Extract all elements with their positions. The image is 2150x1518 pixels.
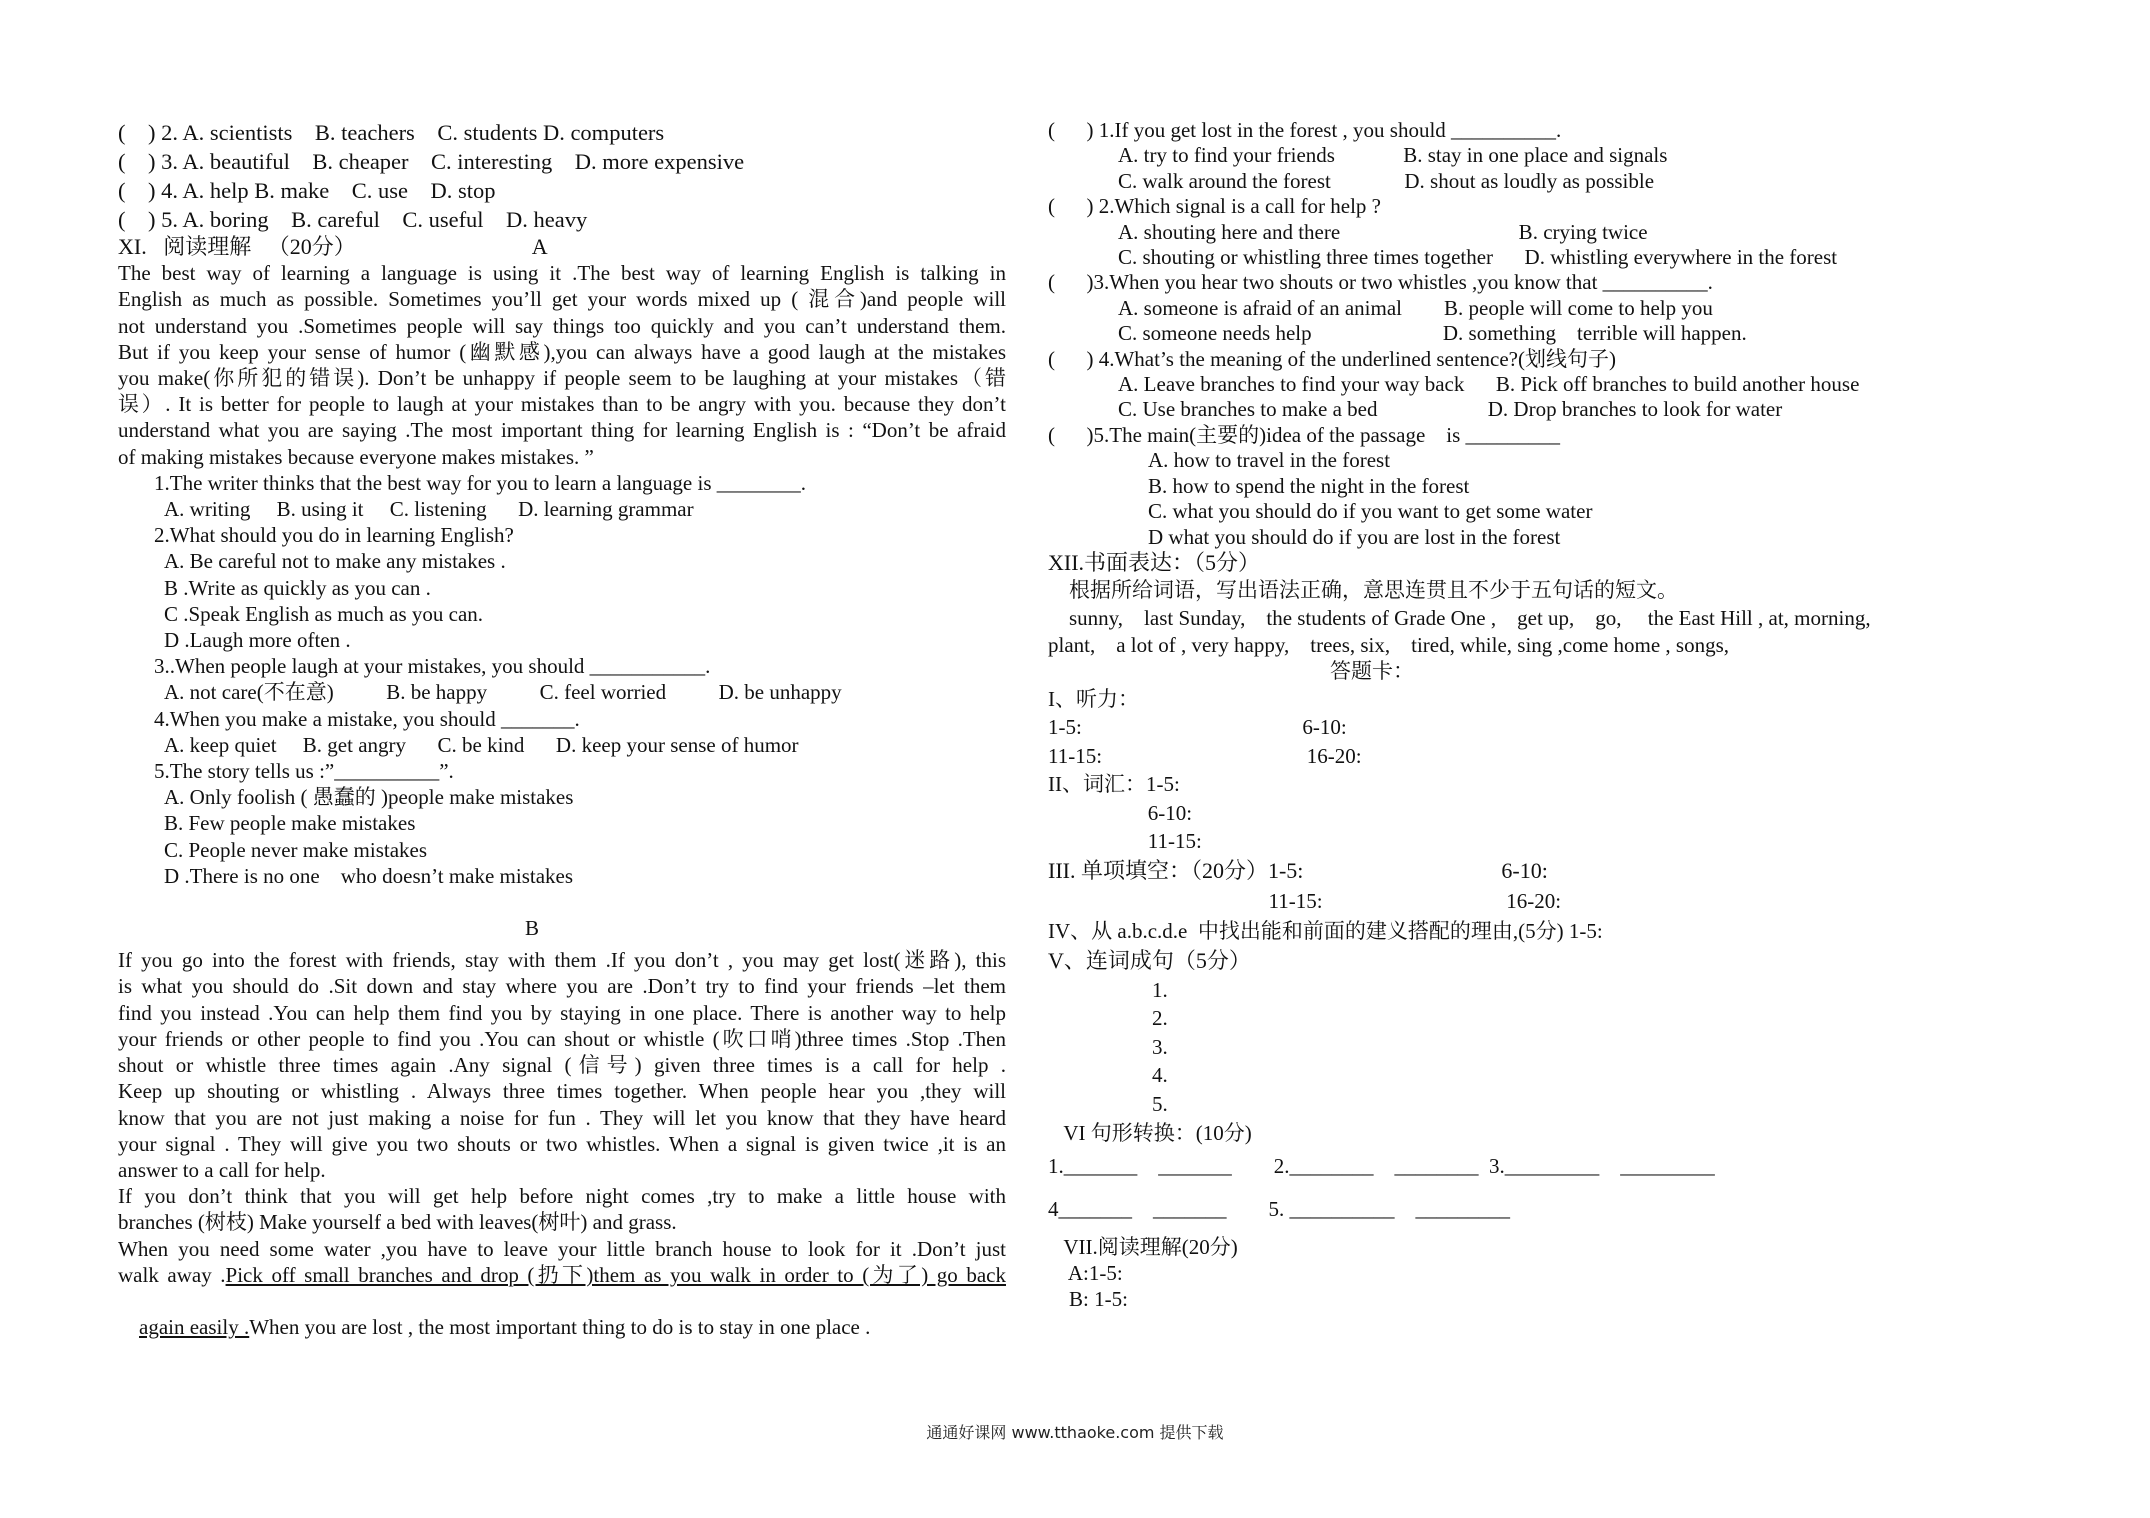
question-a-option: C. People never make mistakes [164, 837, 428, 862]
sentence-item: 2. [1152, 1006, 1168, 1031]
answer-card-title: 答题卡： [1330, 659, 1414, 684]
answer-sheet-line: 1-5: 6-10: [1048, 715, 1347, 740]
passage-b-line: is what you should do .Sit down and stay where you are .Don’t try to find your friends –let them [118, 974, 1006, 999]
passage-a-line: The best way of learning a language is using it .The best way of learning English is talking in [118, 261, 1006, 286]
sentence-item: 4. [1152, 1063, 1168, 1088]
question-b-option: A. how to travel in the forest [1148, 448, 1391, 473]
passage-a-line: understand what you are saying .The most important thing for learning English is : “Don’t be afraid [118, 418, 1006, 443]
question-b-option: C. shouting or whistling three times together D. whistling everywhere in the forest [1118, 245, 1838, 270]
question-a-option: A. writing B. using it C. listening D. learning grammar [164, 497, 694, 522]
passage-b-underlined-line [118, 1262, 1006, 1288]
question-b-stem: ( ) 4.What’s the meaning of the underlined sentence?(划线句子) [1048, 346, 1616, 371]
passage-b-final-line [118, 1288, 1006, 1367]
question-a-option: B .Write as quickly as you can . [164, 575, 431, 600]
section-iii-heading: III. 单项填空：（20分）1-5: 6-10: [1048, 857, 1548, 883]
question-a-stem: 1.The writer thinks that the best way for you to learn a language is ________. [154, 470, 807, 495]
section-vi-line-1: 1._______ _______ 2.________ ________ 3._________ _________ [1048, 1154, 1715, 1179]
question-a-option: A. keep quiet B. get angry C. be kind D. keep your sense of humor [164, 732, 799, 757]
question-a-option: C .Speak English as much as you can. [164, 601, 484, 626]
question-a-option: A. Only foolish ( 愚蠢的 )people make mistakes [164, 785, 574, 810]
question-a-stem: 3..When people laugh at your mistakes, you should ___________. [154, 654, 711, 679]
passage-b-line: branches (树枝) Make yourself a bed with leaves(树叶) and grass. [118, 1210, 677, 1235]
question-a-stem: 4.When you make a mistake, you should _______. [154, 706, 580, 731]
question-a-stem: 5.The story tells us :”__________”. [154, 759, 454, 784]
questions-b [1048, 118, 2058, 550]
question-b-stem: ( ) 1.If you get lost in the forest , you should __________. [1048, 118, 1562, 142]
passage-b-line: If you don’t think that you will get help before night comes ,try to make a little house with [118, 1184, 1006, 1209]
underlined-sentence-part-2: again easily . [139, 1315, 250, 1340]
passage-b-line: Keep up shouting or whistling . Always three times together. When people hear you ,they will [118, 1079, 1006, 1104]
question-b-option: A. Leave branches to find your way back B. Pick off branches to build another house [1118, 372, 1860, 397]
xii-instruction: 根据所给词语，写出语法正确，意思连贯且不少于五句话的短文。 [1048, 578, 1678, 603]
section-vi-line-2: 4_______ _______ 5. __________ _________ [1048, 1197, 1510, 1222]
section-vi-heading: VI 句形转换：(10分) [1048, 1121, 1252, 1146]
cloze-option-line: ( ) 3. A. beautiful B. cheaper C. interesting D. more expensive [118, 149, 745, 174]
passage-a-line: English as much as possible. Sometimes you’ll get your words mixed up ( 混合)and people will [118, 287, 1006, 312]
sentence-item: 3. [1152, 1034, 1168, 1059]
section-vii-heading: VII.阅读理解(20分) [1048, 1235, 1238, 1260]
sentence-item: 5. [1152, 1091, 1168, 1116]
passage-b-text: walk away . [118, 1262, 226, 1287]
section-iv-heading: IV、从 a.b.c.d.e 中找出能和前面的建义搭配的理由,(5分) 1-5: [1048, 918, 1603, 943]
question-a-option: A. Be careful not to make any mistakes . [164, 549, 506, 574]
question-b-stem: ( )3.When you hear two shouts or two whistles ,you know that __________. [1048, 270, 1713, 295]
section-xii-heading: XII.书面表达：（5分） [1048, 549, 1261, 575]
answer-sheet-line: 11-15: [1048, 829, 1202, 854]
question-b-option: D what you should do if you are lost in the forest [1148, 524, 1561, 549]
passage-b [118, 947, 1006, 1261]
passage-b-line: know that you are not just making a noise for fun . They will let you know that they have heard [118, 1105, 1006, 1130]
question-b-option: C. Use branches to make a bed D. Drop branches to look for water [1118, 397, 1783, 422]
passage-b-line: answer to a call for help. [118, 1157, 326, 1182]
question-b-stem: ( ) 2.Which signal is a call for help ? [1048, 194, 1381, 219]
question-b-option: A. try to find your friends B. stay in one place and signals [1118, 143, 1668, 168]
cloze-option-line: ( ) 2. A. scientists B. teachers C. students D. computers [118, 120, 665, 145]
passage-a [118, 260, 1006, 470]
passage-b-line: shout or whistle three times again .Any signal (信号) given three times is a call for help . [118, 1053, 1006, 1078]
passage-a-line: 误）. It is better for people to laugh at your mistakes than to be angry with you. because they don’t [118, 392, 1006, 417]
right-column [1048, 118, 2058, 1312]
passage-b-text-tail: When you are lost , the most important thing to do is to stay in one place . [249, 1315, 871, 1340]
answer-sheet-line: 11-15: 16-20: [1048, 743, 1362, 768]
xii-words-line-2: plant, a lot of , very happy, trees, six, tired, while, sing ,come home , songs, [1048, 633, 1730, 658]
left-column [118, 118, 1006, 1367]
question-b-option: B. how to spend the night in the forest [1148, 473, 1470, 498]
question-a-option: B. Few people make mistakes [164, 811, 416, 836]
section-vii-b: B: 1-5: [1048, 1287, 1128, 1312]
cloze-options [118, 118, 1006, 234]
section-v-heading: V、连词成句（5分） [1048, 947, 1251, 973]
xii-words-line-1: sunny, last Sunday, the students of Grade One , get up, go, the East Hill , at, morning, [1048, 606, 1871, 631]
question-b-stem: ( )5.The main(主要的)idea of the passage is _________ [1048, 422, 1561, 447]
question-b-option: A. someone is afraid of an animal B. people will come to help you [1118, 295, 1713, 320]
question-b-option: C. someone needs help D. something terrible will happen. [1118, 321, 1747, 346]
cloze-option-line: ( ) 4. A. help B. make C. use D. stop [118, 178, 496, 203]
passage-b-title: B [524, 916, 539, 941]
page-footer: 通通好课网 www.tthaoke.com 提供下载 [926, 1423, 1224, 1442]
answer-sheet [1048, 685, 2058, 856]
passage-a-line: of making mistakes because everyone makes mistakes. ” [118, 444, 594, 469]
cloze-option-line: ( ) 5. A. boring B. careful C. useful D. heavy [118, 207, 588, 232]
section-v-items [1048, 976, 2058, 1119]
underlined-sentence-part-1: Pick off small branches and drop (扔下)them as you walk in order to (为了) go back [225, 1262, 1006, 1287]
passage-a-line: not understand you .Sometimes people will say things too quickly and you can’t understand them. [118, 313, 1006, 338]
answer-sheet-line: I、听力： [1048, 686, 1139, 711]
question-b-option: A. shouting here and there B. crying twice [1118, 219, 1648, 244]
sentence-item: 1. [1152, 977, 1168, 1002]
question-b-option: C. what you should do if you want to get some water [1148, 499, 1593, 524]
passage-b-line: find you instead .You can help them find you by staying in one place. There is another way to help [118, 1000, 1006, 1025]
passage-b-line: If you go into the forest with friends, stay with them .If you don’t , you may get lost(迷路), this [118, 948, 1006, 973]
question-a-stem: 2.What should you do in learning English? [154, 523, 514, 548]
passage-b-line: your signal . They will give you two shouts or two whistles. When a signal is given twice ,it is an [118, 1131, 1006, 1156]
question-a-option: D .There is no one who doesn’t make mistakes [164, 863, 574, 888]
question-a-option: D .Laugh more often . [164, 628, 351, 653]
question-b-option: C. walk around the forest D. shout as loudly as possible [1118, 168, 1655, 193]
question-a-option: A. not care(不在意) B. be happy C. feel worried D. be unhappy [164, 680, 842, 705]
questions-a [118, 470, 1006, 889]
section-vii-a: A:1-5: [1048, 1261, 1123, 1286]
passage-b-line: When you need some water ,you have to leave your little branch house to look for it .Don’t just [118, 1236, 1006, 1261]
answer-sheet-line: 6-10: [1048, 800, 1193, 825]
section-iii-line-2: 11-15: 16-20: [1048, 888, 1562, 913]
passage-a-line: you make(你所犯的错误). Don’t be unhappy if people seem to be laughing at your mistakes（错 [118, 366, 1006, 391]
section-xi-heading: XI. 阅读理解 （20分） A [118, 234, 548, 259]
passage-b-line: your friends or other people to find you .You can shout or whistle (吹口哨)three times .Stop .Then [118, 1026, 1006, 1051]
answer-sheet-line: II、词汇：1-5: [1048, 772, 1180, 797]
passage-a-line: But if you keep your sense of humor (幽默感),you can always have a good laugh at the mistakes [118, 339, 1006, 364]
